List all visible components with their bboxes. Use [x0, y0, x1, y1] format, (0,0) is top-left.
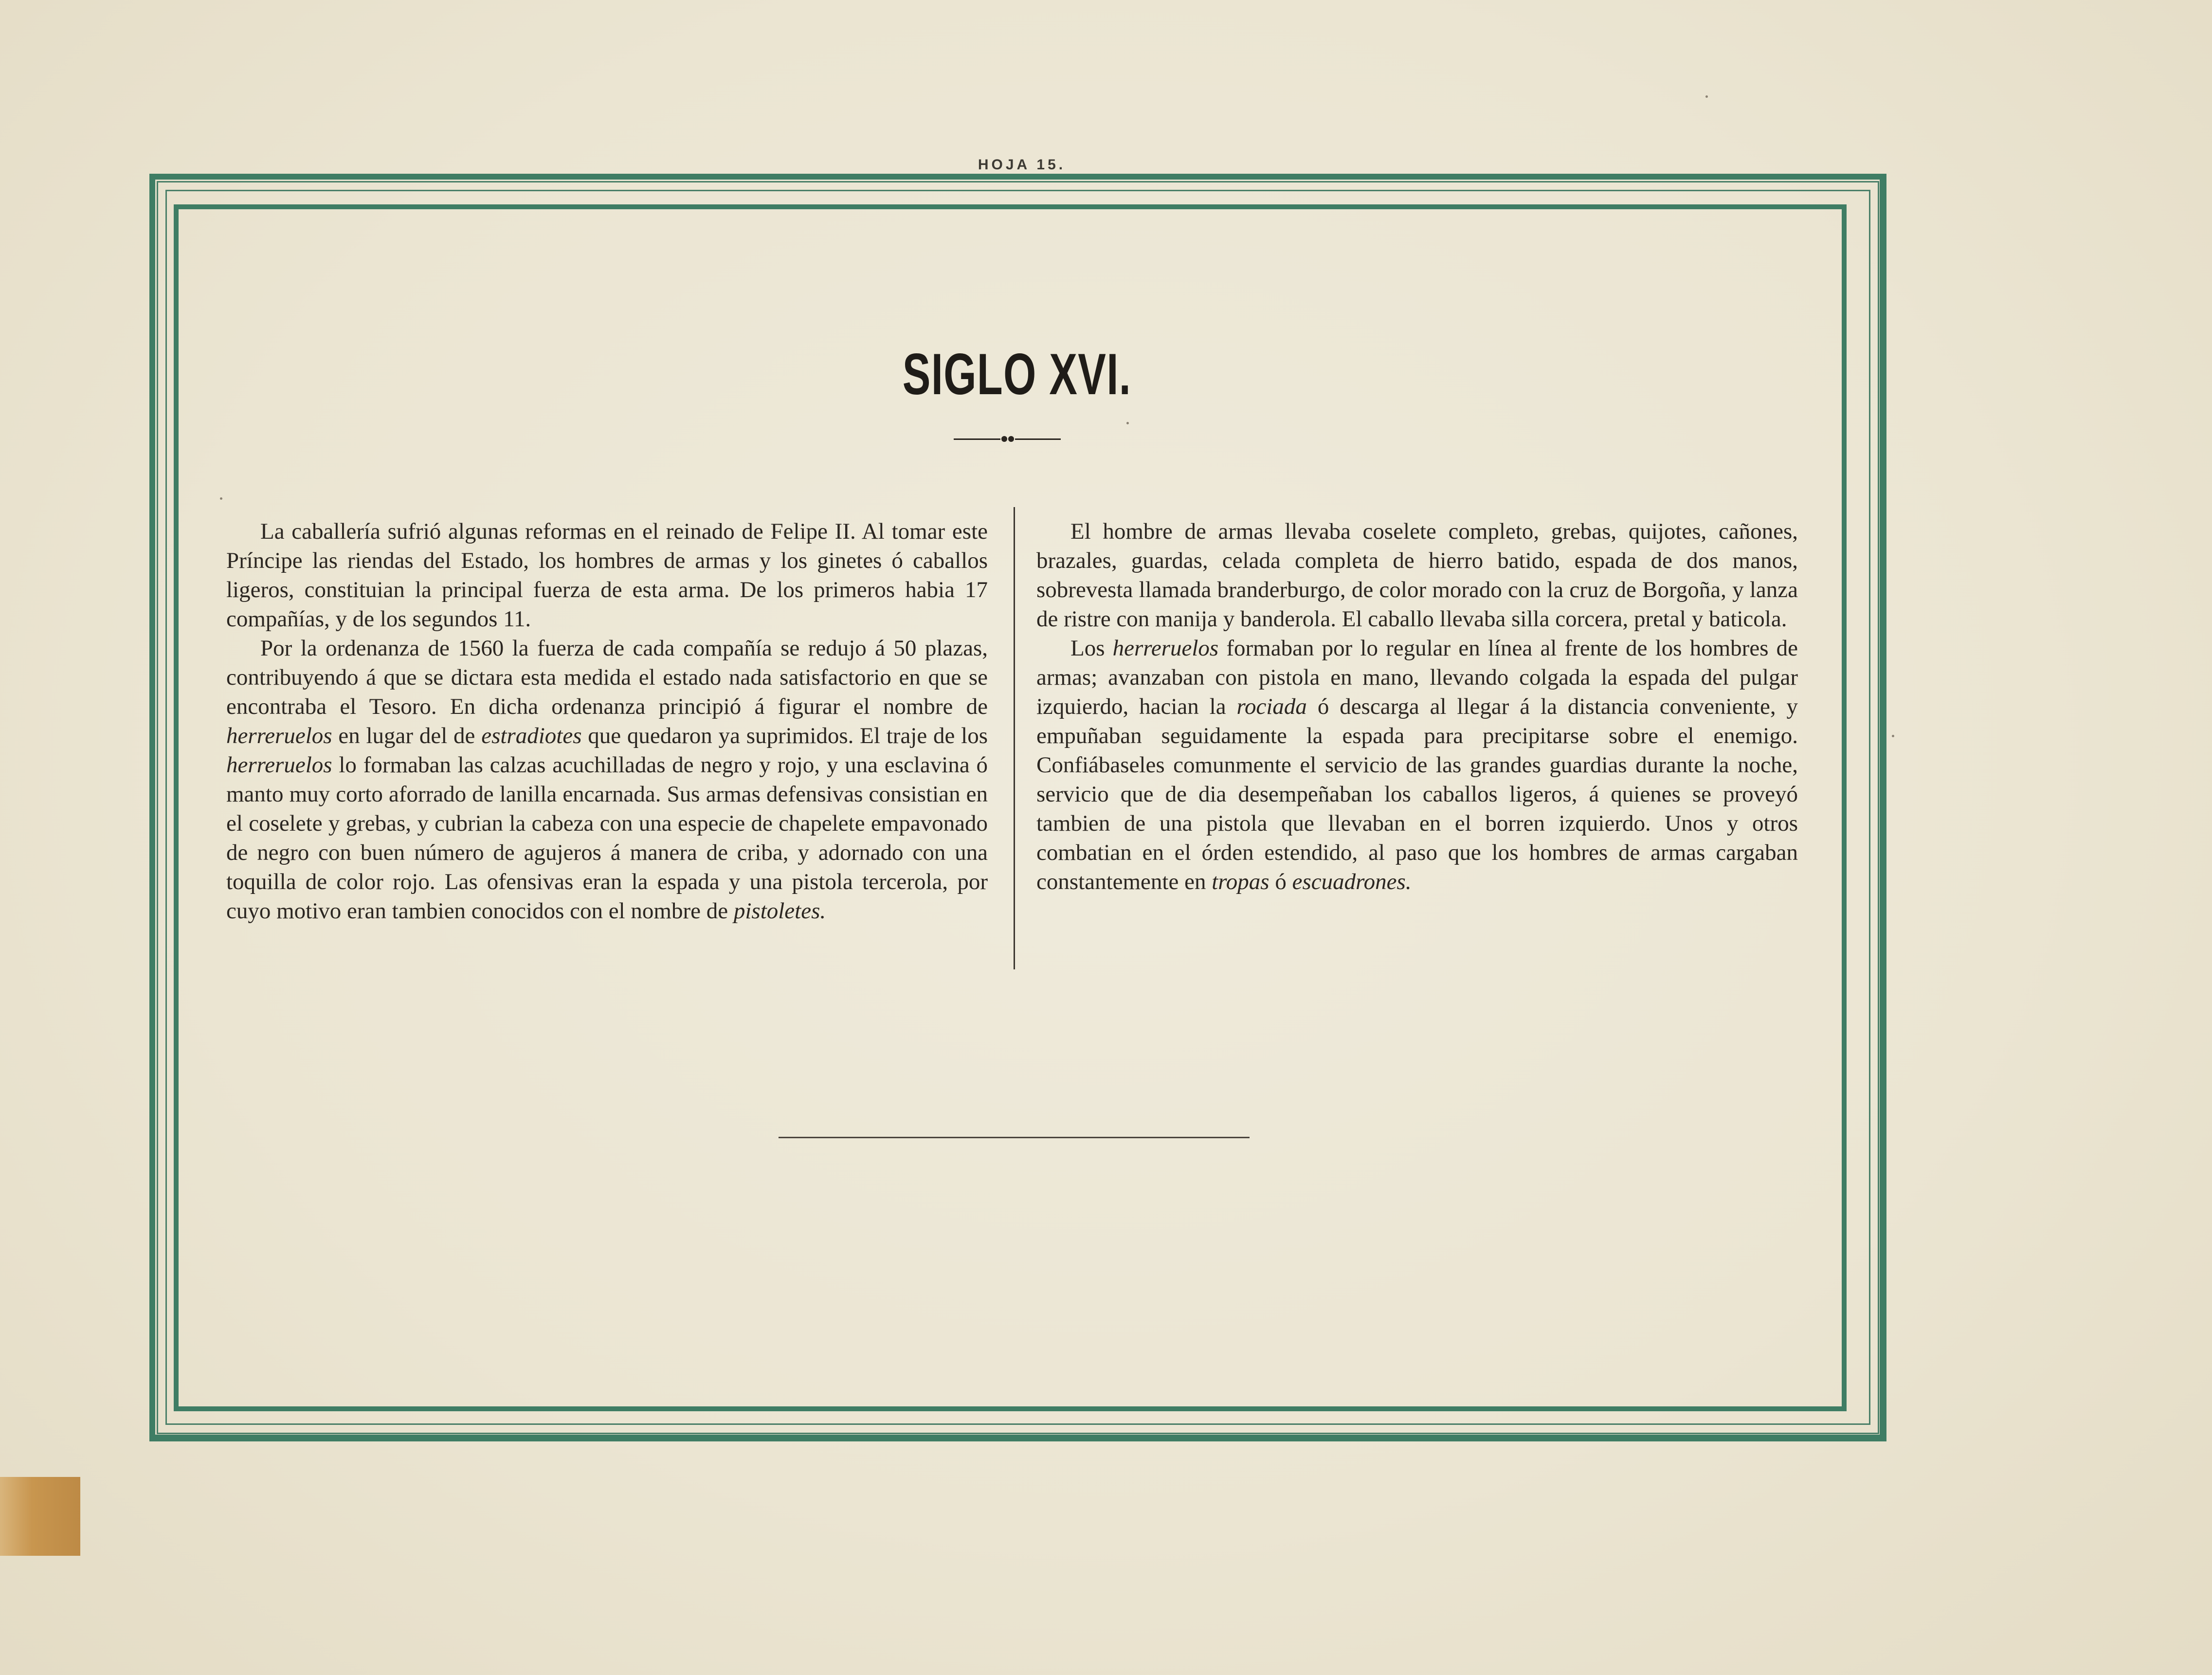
ornament-dot-left — [1001, 436, 1007, 442]
paragraph — [1036, 517, 1798, 634]
text-run: Por la ordenanza de 1560 la fuerza de cada compañía se redujo á 50 plazas, contribuyendo á que se dictara esta medida el estado nada satisfactorio en que se encontraba el Tesoro. En dicha ordenanza principió á figurar el nombre de — [226, 636, 988, 719]
paragraph — [226, 517, 988, 634]
text-run: El hombre de armas llevaba coselete completo, grebas, quijotes, cañones, brazales, guardas, celada completa de hierro batido, espada de dos manos, sobrevesta llamada branderburgo, de color morado con la cruz de Borgoña, y lanza de ristre con manija y banderola. El caballo llevaba silla corcera, pretal y baticola. — [1036, 519, 1798, 632]
ornament-line-left — [954, 438, 1000, 440]
text-run: que quedaron ya suprimidos. El traje de los — [581, 723, 988, 748]
bottom-rule — [779, 1137, 1250, 1138]
paper-speck — [1705, 95, 1708, 98]
italic-term: escuadrones. — [1292, 869, 1412, 894]
italic-term: herreruelos — [226, 752, 332, 778]
column-divider — [1014, 507, 1015, 969]
right-text-column — [1036, 517, 1798, 896]
ornament-line-right — [1015, 438, 1061, 440]
text-run: formaban por lo regular en línea al frente de los hombres de armas; avanzaban con pistola en mano, llevando colgada la espada del pulgar izquierdo, hacian la — [1036, 636, 1798, 719]
text-run: ó — [1269, 869, 1292, 894]
italic-term: herreruelos — [1112, 636, 1219, 661]
italic-term: estradiotes — [481, 723, 582, 748]
ornament-dot-right — [1008, 436, 1014, 442]
page-tab-mark — [0, 1477, 80, 1556]
paper-speck — [1126, 422, 1129, 424]
paper-speck — [1892, 735, 1894, 737]
italic-term: pistoletes. — [733, 898, 826, 924]
left-text-column — [226, 517, 988, 926]
text-run: lo formaban las calzas acuchilladas de negro y rojo, y una esclavina ó manto muy corto aforrado de lanilla encarnada. Sus armas defensivas consistian en el coselete y grebas, y cubrian la cabeza con una especie de chapelete empavonado de negro con buen número de agujeros á manera de criba, y adornado con una toquilla de color rojo. Las ofensivas eran la espada y una pistola tercerola, por cuyo motivo eran tambien conocidos con el nombre de — [226, 752, 988, 924]
sheet-label: HOJA 15. — [978, 157, 1066, 173]
italic-term: tropas — [1212, 869, 1269, 894]
text-run: La caballería sufrió algunas reformas en el reinado de Felipe II. Al tomar este Príncipe las riendas del Estado, los hombres de armas y los ginetes ó caballos ligeros, constituian la principal fuerza de esta arma. De los primeros habia 17 compañías, y de los segundos 11. — [226, 519, 988, 632]
italic-term: herreruelos — [226, 723, 332, 748]
page-title: SIGLO XVI. — [902, 342, 1132, 407]
text-run: Los — [1070, 636, 1113, 661]
text-run: en lugar del de — [332, 723, 482, 748]
italic-term: rociada — [1236, 694, 1307, 719]
text-run: ó descarga al llegar á la distancia conveniente, y empuñaban seguidamente la espada para precipitarse sobre el enemigo. Confiábaseles comunmente el servicio de las grandes guardias durante la noche, servicio que de dia desempeñaban los caballos ligeros, á quienes se proveyó tambien de una pistola que llevaban en el borren izquierdo. Unos y otros combatian en el órden estendido, al paso que los hombres de armas cargaban constantemente en — [1036, 694, 1798, 894]
title-ornament — [954, 434, 1061, 444]
paragraph — [226, 634, 988, 926]
paper-speck — [220, 497, 222, 500]
paragraph — [1036, 634, 1798, 896]
